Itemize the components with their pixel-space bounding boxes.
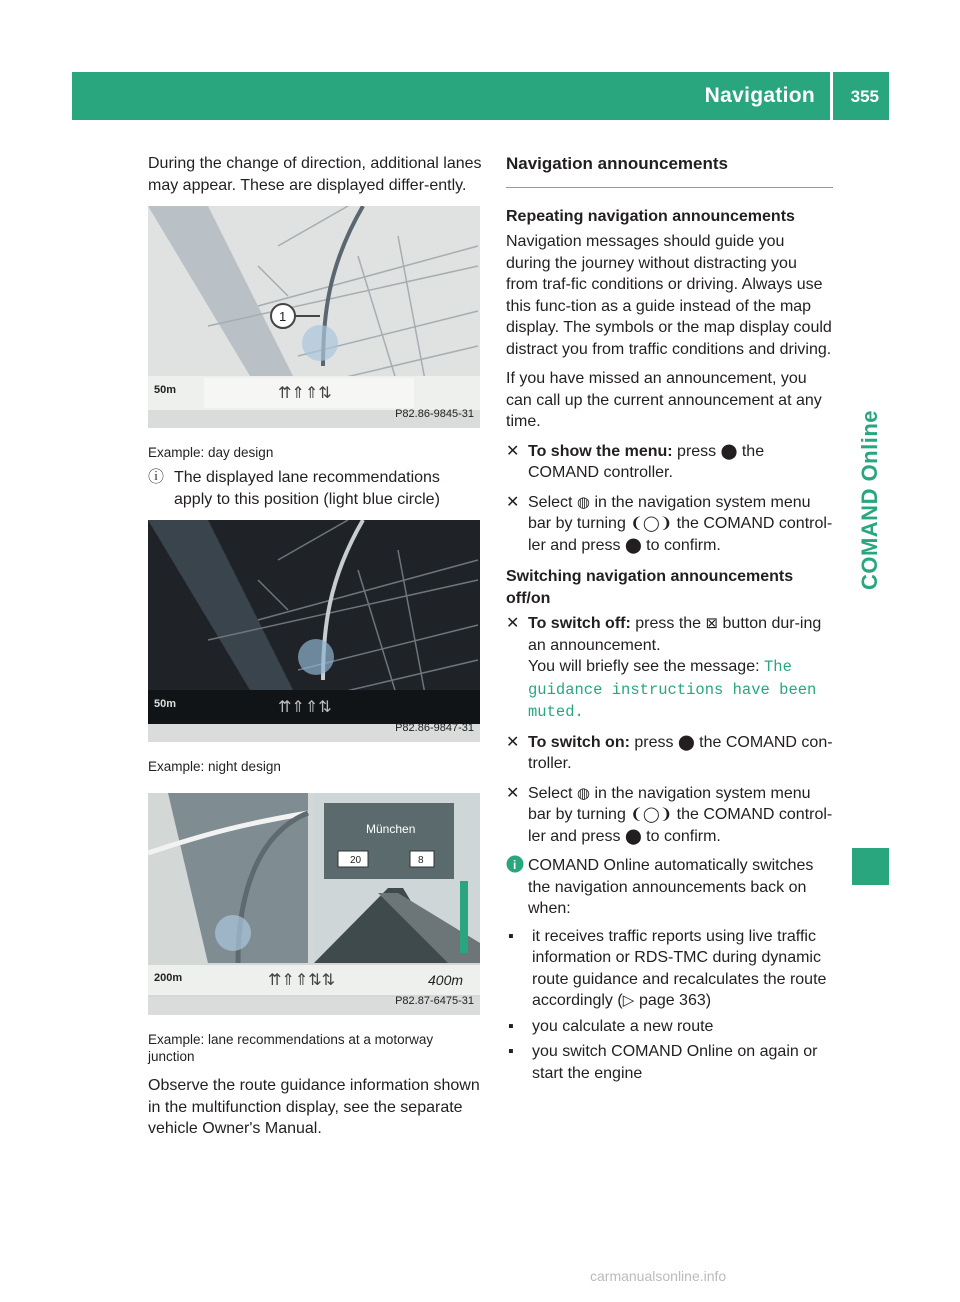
side-tab-label: COMAND Online: [857, 409, 882, 591]
speaker-icon: ◍: [576, 492, 591, 511]
turn-controller-icon: ❨◯❩: [630, 514, 673, 532]
motorway-map: [148, 793, 480, 1015]
info-note: i COMAND Online automatically switches the navigation announcements back on when:: [506, 855, 833, 920]
callout-number: ⓘ: [148, 469, 165, 486]
day-map: [148, 206, 480, 428]
header-divider: [830, 72, 833, 120]
paragraph-missed: If you have missed an announcement, you can call up the current announcement at any time.: [506, 370, 822, 430]
side-tab-marker: [852, 848, 889, 885]
step-select-announcement-2: ✕ Select ◍ in the navigation system menu bar by turning ❨◯❩ the COMAND control-ler and press ⬤ to confirm.: [506, 783, 833, 848]
svg-text:400m: 400m: [428, 972, 464, 988]
svg-text:⇈⇑⇑⇅: ⇈⇑⇑⇅: [278, 383, 332, 402]
figure-id: P82.86-9845-31: [395, 407, 474, 420]
figure-caption: Example: lane recommendations at a motorway junction: [148, 1032, 434, 1064]
speaker-icon: ◍: [576, 783, 591, 802]
scale-label: 50m: [154, 384, 177, 396]
svg-text:8: 8: [418, 855, 424, 866]
svg-text:20: 20: [350, 855, 362, 866]
right-column: [506, 153, 833, 1088]
mute-icon: ⊠: [705, 614, 719, 632]
info-icon: [506, 855, 528, 873]
list-item: ▪ it receives traffic reports using live traffic information or RDS-TMC during dynamic route guidance and recalculates the route accordingly (▷ page 363): [508, 927, 827, 1009]
figure-night-design: [148, 520, 480, 742]
left-column: [148, 153, 482, 1148]
figure-caption: Example: night design: [148, 759, 281, 774]
subheading-repeating: Repeating navigation announcements: [506, 207, 795, 225]
list-item: ▪ you calculate a new route: [508, 1017, 714, 1035]
footer-watermark: carmanualsonline.info: [590, 1268, 727, 1284]
svg-text:1: 1: [279, 309, 287, 324]
page-number: 355: [850, 87, 879, 106]
figure-motorway-junction: [148, 793, 480, 1015]
page-header: [72, 72, 889, 120]
step-marker: ✕: [506, 442, 520, 460]
press-icon: ⬤: [677, 732, 695, 751]
subheading-switching: Switching navigation announcements off/on: [506, 568, 794, 607]
page-ref-arrow-icon: ▷: [622, 991, 640, 1009]
step-switch-on: ✕ To switch on: press ⬤ the COMAND con-troller.: [506, 732, 833, 775]
list-item: ▪ you switch COMAND Online on again or start the engine: [508, 1043, 818, 1082]
figure-id: P82.86-9847-31: [395, 721, 474, 734]
figure-id: P82.87-6475-31: [395, 994, 474, 1007]
city-label: München: [366, 822, 416, 836]
step-marker: ✕: [506, 784, 520, 802]
step-marker: ✕: [506, 615, 520, 632]
step-marker: ✕: [506, 493, 520, 511]
svg-text:i: i: [513, 858, 517, 872]
svg-text:⇈⇑⇑⇅: ⇈⇑⇑⇅: [278, 697, 332, 716]
section-heading: Navigation announcements: [506, 153, 833, 188]
step-marker: ✕: [506, 733, 520, 751]
section-title: Navigation: [704, 84, 815, 107]
muted-message: The guidance instructions have been muted.: [528, 658, 817, 721]
outro-paragraph: Observe the route guidance information shown in the multifunction display, see the separate vehicle Owner's Manual.: [148, 1077, 480, 1137]
press-icon: ⬤: [624, 535, 642, 554]
intro-paragraph: During the change of direction, additional lanes may appear. These are displayed differ-ently.: [148, 155, 482, 194]
step-select-announcement: ✕ Select ◍ in the navigation system menu bar by turning ❨◯❩ the COMAND control-ler and press ⬤ to confirm.: [506, 492, 833, 557]
turn-controller-icon: ❨◯❩: [630, 805, 673, 823]
callout-item: [148, 467, 482, 510]
svg-text:200m: 200m: [154, 972, 183, 984]
press-icon: ⬤: [624, 826, 642, 845]
svg-text:⇈⇑⇑⇅⇅: ⇈⇑⇑⇅⇅: [268, 970, 336, 989]
press-icon: ⬤: [720, 441, 738, 460]
figure-day-design: [148, 206, 480, 428]
callout-text: The displayed lane recommendations apply to this position (light blue circle): [174, 469, 440, 508]
scale-label: 50m: [154, 698, 177, 710]
night-map: [148, 520, 480, 742]
step-switch-off: ✕ To switch off: press the ⊠ button dur-ing an announcement. You will briefly see the message: The guidance instructions have been muted.: [506, 613, 833, 724]
step-show-menu: ✕ To show the menu: press ⬤ the COMAND controller.: [506, 441, 833, 484]
paragraph-warning: Navigation messages should guide you during the journey without distracting you from traf-fic conditions or driving. Always use this func-tion as a guide instead of the map display. The symbols or the map display could distract you from traffic conditions and driving.: [506, 233, 832, 358]
figure-caption: Example: day design: [148, 445, 274, 460]
